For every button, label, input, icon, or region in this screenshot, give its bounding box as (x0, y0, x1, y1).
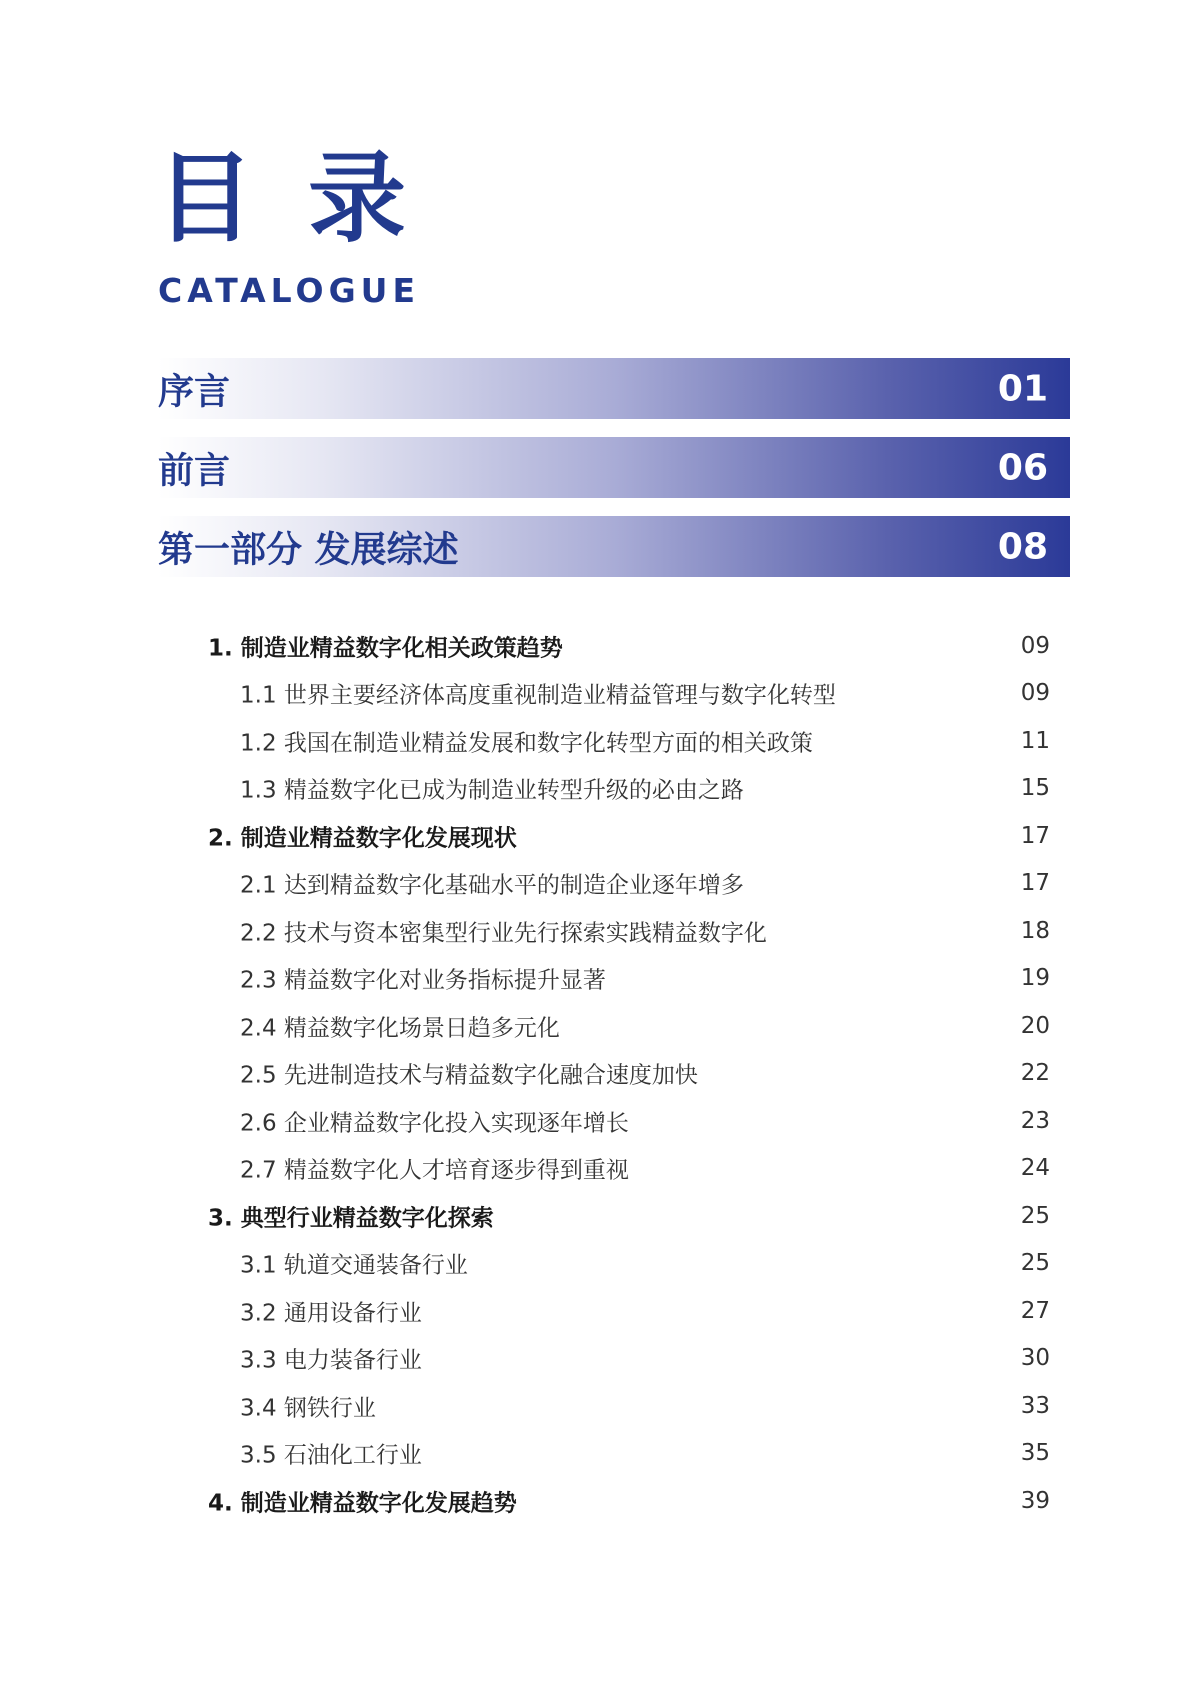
toc-entry-label: 2.5 先进制造技术与精益数字化融合速度加快 (240, 1062, 698, 1089)
toc-bar-preface[interactable] (158, 358, 1070, 419)
toc-entry-page: 39 (1020, 1487, 1050, 1514)
toc-entry-label: 3.5 石油化工行业 (240, 1442, 422, 1469)
toc-list (0, 622, 1200, 1525)
toc-bar-title: 序言 (158, 371, 231, 412)
toc-entry-label: 2.2 技术与资本密集型行业先行探索实践精益数字化 (240, 920, 767, 947)
toc-subsection-row[interactable] (0, 907, 1200, 955)
toc-subsection-row[interactable] (0, 1287, 1200, 1335)
toc-entry-label: 2. 制造业精益数字化发展现状 (208, 825, 517, 852)
toc-entry-label: 2.7 精益数字化人才培育逐步得到重视 (240, 1157, 629, 1184)
toc-entry-page: 25 (1020, 1250, 1050, 1277)
toc-subsection-row[interactable] (0, 1002, 1200, 1050)
toc-section-row[interactable] (0, 1477, 1200, 1525)
page-subtitle: CATALOGUE (158, 271, 421, 310)
toc-entry-page: 20 (1020, 1012, 1050, 1039)
toc-entry-label: 3.2 通用设备行业 (240, 1300, 422, 1327)
toc-entry-label: 3. 典型行业精益数字化探索 (208, 1205, 494, 1232)
toc-entry-page: 15 (1020, 775, 1050, 802)
toc-subsection-row[interactable] (0, 955, 1200, 1003)
toc-subsection-row[interactable] (0, 1145, 1200, 1193)
toc-bar-page: 06 (997, 447, 1048, 488)
toc-bar-page: 08 (997, 526, 1048, 567)
toc-entry-label: 3.3 电力装备行业 (240, 1347, 422, 1374)
toc-subsection-row[interactable] (0, 1430, 1200, 1478)
toc-entry-page: 09 (1020, 632, 1050, 659)
toc-subsection-row[interactable] (0, 1050, 1200, 1098)
toc-subsection-row[interactable] (0, 1097, 1200, 1145)
toc-bar-foreword[interactable] (158, 437, 1070, 498)
toc-entry-page: 33 (1020, 1392, 1050, 1419)
toc-bar-title: 第一部分 发展综述 (158, 529, 459, 570)
toc-entry-label: 2.3 精益数字化对业务指标提升显著 (240, 967, 606, 994)
toc-entry-page: 30 (1020, 1345, 1050, 1372)
toc-entry-label: 3.4 钢铁行业 (240, 1395, 376, 1422)
toc-subsection-row[interactable] (0, 1240, 1200, 1288)
toc-subsection-row[interactable] (0, 765, 1200, 813)
toc-entry-label: 2.6 企业精益数字化投入实现逐年增长 (240, 1110, 629, 1137)
toc-bar-page: 01 (997, 368, 1048, 409)
toc-section-row[interactable] (0, 1192, 1200, 1240)
page-title: 目录 (156, 142, 461, 256)
toc-subsection-row[interactable] (0, 860, 1200, 908)
toc-entry-label: 3.1 轨道交通装备行业 (240, 1252, 468, 1279)
toc-entry-page: 27 (1020, 1297, 1050, 1324)
toc-entry-label: 1.1 世界主要经济体高度重视制造业精益管理与数字化转型 (240, 682, 836, 709)
toc-entry-page: 22 (1020, 1060, 1050, 1087)
toc-subsection-row[interactable] (0, 670, 1200, 718)
toc-entry-label: 1.3 精益数字化已成为制造业转型升级的必由之路 (240, 777, 744, 804)
toc-entry-label: 1. 制造业精益数字化相关政策趋势 (208, 635, 563, 662)
toc-subsection-row[interactable] (0, 1335, 1200, 1383)
toc-entry-page: 11 (1020, 727, 1050, 754)
toc-entry-page: 18 (1020, 917, 1050, 944)
toc-entry-page: 09 (1020, 680, 1050, 707)
toc-entry-page: 23 (1020, 1107, 1050, 1134)
toc-entry-label: 2.4 精益数字化场景日趋多元化 (240, 1015, 560, 1042)
toc-subsection-row[interactable] (0, 717, 1200, 765)
toc-entry-page: 17 (1020, 822, 1050, 849)
toc-entry-label: 4. 制造业精益数字化发展趋势 (208, 1490, 517, 1517)
toc-entry-page: 35 (1020, 1440, 1050, 1467)
toc-entry-page: 19 (1020, 965, 1050, 992)
toc-entry-page: 25 (1020, 1202, 1050, 1229)
toc-entry-page: 24 (1020, 1155, 1050, 1182)
toc-section-row[interactable] (0, 812, 1200, 860)
toc-bar-title: 前言 (158, 450, 231, 491)
toc-subsection-row[interactable] (0, 1382, 1200, 1430)
toc-entry-label: 1.2 我国在制造业精益发展和数字化转型方面的相关政策 (240, 730, 813, 757)
toc-bar-part-one[interactable] (158, 516, 1070, 577)
toc-section-row[interactable] (0, 622, 1200, 670)
toc-entry-label: 2.1 达到精益数字化基础水平的制造企业逐年增多 (240, 872, 744, 899)
toc-entry-page: 17 (1020, 870, 1050, 897)
